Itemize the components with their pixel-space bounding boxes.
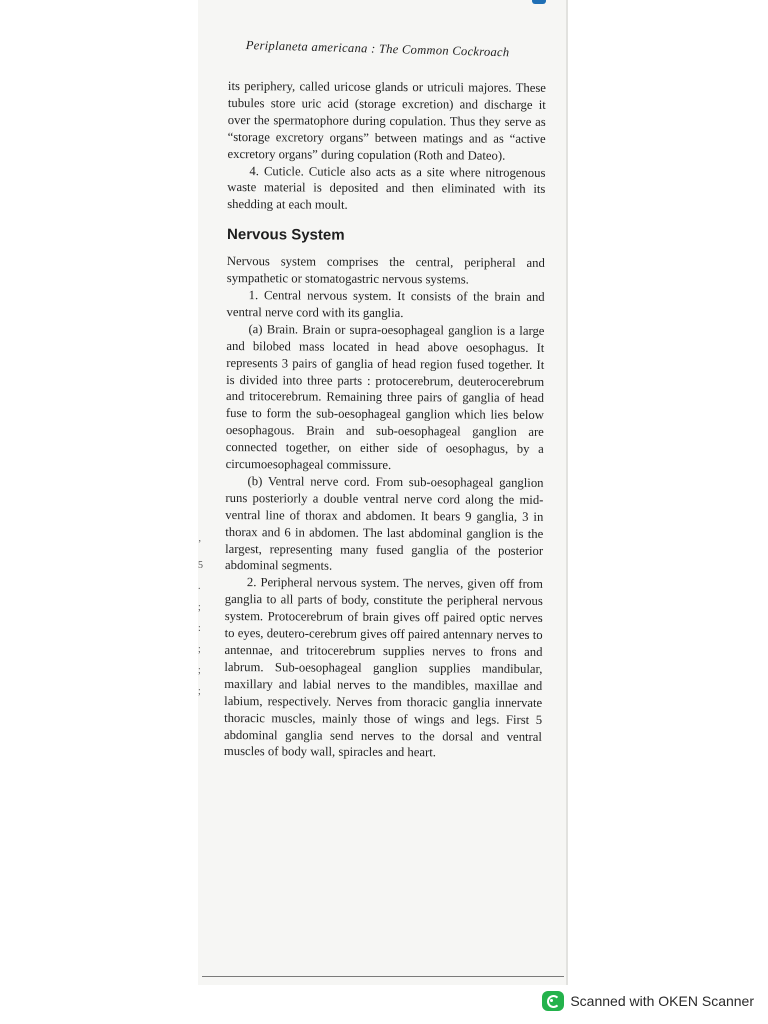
paragraph-brain: (a) Brain. Brain or supra-oesophageal ganglion is a large and bilobed mass located in head above oesophagus. It represents 3 pairs of ganglia of head region fused together. It is divided into three parts : protocerebrum, deuterocerebrum and tritocerebrum. Remaining three pairs of ganglia of head fuse to form the sub-oesophageal ganglion which lies below oesophagous. Brain and sub-oesophageal ganglion are connected together, on either side of oesophagus, by a circumoesophageal commissure.	[225, 321, 545, 473]
paragraph-nervous-intro: Nervous system comprises the central, peripheral and sympathetic or stomatogastric nervous systems.	[226, 254, 545, 287]
paragraph-central-nervous-system: 1. Central nervous system. It consists of the brain and ventral nerve cord with its ganglia.	[226, 288, 545, 320]
margin-mark: .	[198, 581, 201, 592]
paragraph-cuticle: 4. Cuticle. Cuticle also acts as a site where nitrogenous waste material is deposited and then eliminated with its shedding at each moult.	[227, 163, 546, 213]
page-body	[224, 78, 546, 762]
margin-mark: ;	[198, 686, 201, 697]
margin-mark: ʼ	[198, 539, 202, 550]
paragraph-uricose-glands: its periphery, called uricose glands or utriculi majores. These tubules store uric acid (storage excretion) and discharge it over the spermatophore during copulation. Thus they serve as “storage excretory organs” between matings and as “active excretory organs” during copulation (Roth and Dateo).	[227, 78, 546, 163]
margin-mark: ;	[198, 602, 201, 613]
page-edge	[566, 0, 568, 985]
corner-tab-mark	[532, 0, 546, 4]
running-header: Periplaneta americana : The Common Cockroach	[245, 38, 510, 60]
margin-mark: :	[198, 623, 201, 634]
watermark-text: Scanned with OKEN Scanner	[570, 993, 754, 1009]
binding-margin-marks	[198, 540, 208, 708]
margin-mark: 5	[198, 560, 203, 571]
paragraph-peripheral-nervous-system: 2. Peripheral nervous system. The nerves, given off from ganglia to all parts of body, constitute the peripheral nervous system. Protocerebrum of brain gives off paired optic nerves to eyes, deutero-cerebrum gives off paired antennary nerves to antennae, and tritocerebrum supplies nerves to frons and labrum. Sub-oesophageal ganglion supplies mandibular, maxillary and labial nerves to the mandibles, maxillae and labium, respectively. Nerves from thoracic ganglia innervate thoracic muscles, mainly those of wings and legs. First 5 abdominal ganglia send nerves to the dorsal and ventral muscles of body wall, spiracles and heart.	[223, 575, 543, 760]
oken-scanner-logo-icon	[542, 991, 564, 1011]
margin-mark: ;	[198, 665, 201, 676]
scanner-watermark	[542, 990, 754, 1012]
page-bottom-rule	[202, 976, 564, 977]
margin-mark: ;	[198, 644, 201, 655]
section-heading-nervous-system: Nervous System	[226, 226, 345, 244]
paragraph-ventral-nerve-cord: (b) Ventral nerve cord. From sub-oesophageal ganglion runs posteriorly a double ventral nerve cord along the mid-ventral line of thorax and abdomen. It bears 9 ganglia, 3 in thorax and 6 in abdomen. The last abdominal ganglion is the largest, representing many fused ganglia of the posterior abdominal segments.	[224, 474, 544, 574]
